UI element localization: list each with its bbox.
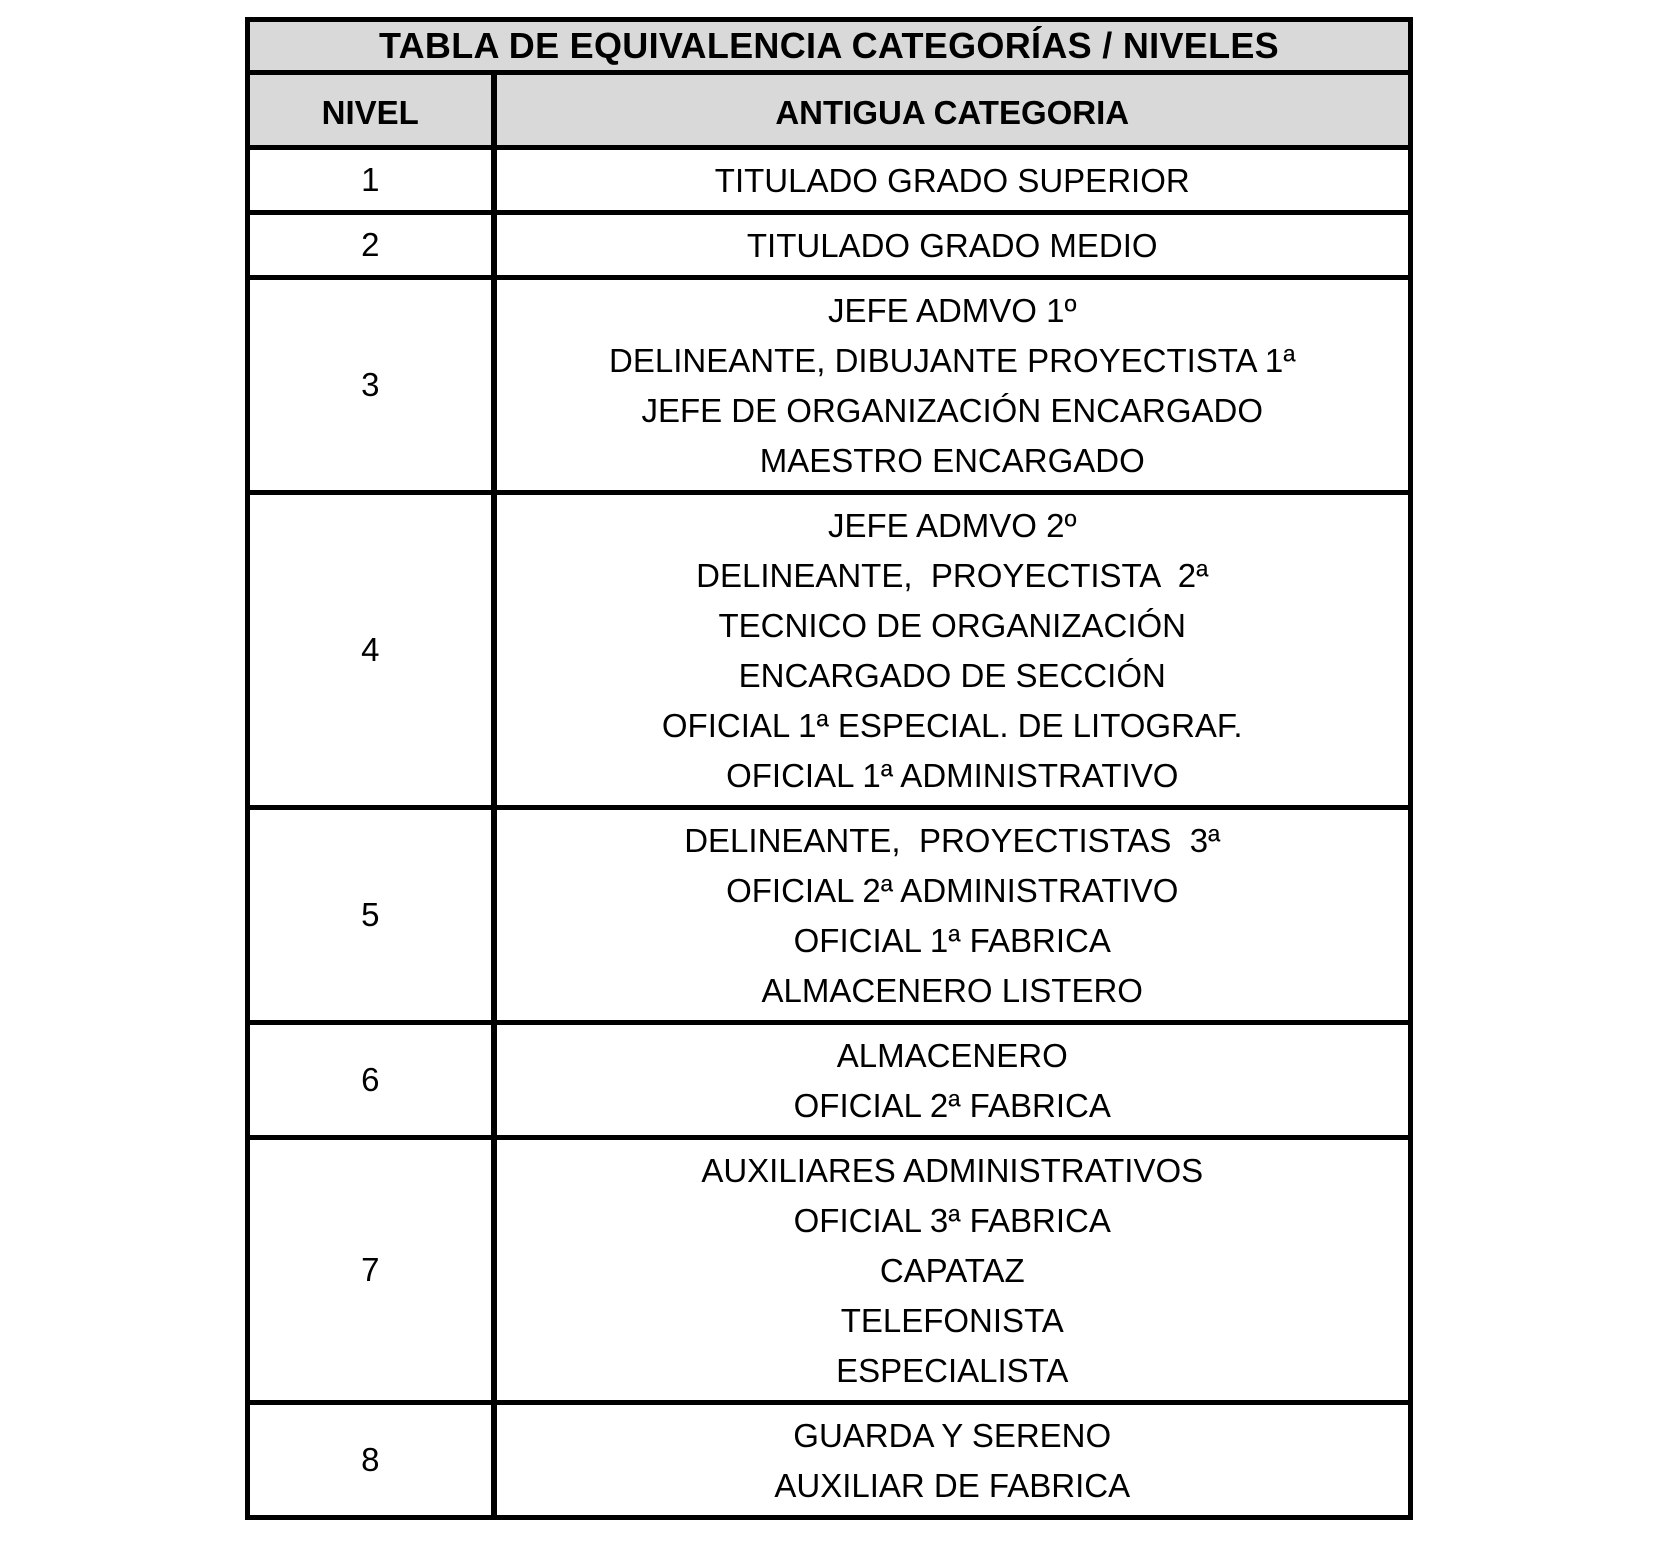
category-line: JEFE ADMVO 1º — [827, 292, 1077, 329]
category-line: TELEFONISTA — [840, 1302, 1064, 1339]
table-header-row — [248, 73, 1411, 148]
category-line: ALMACENERO — [836, 1037, 1068, 1074]
category-line: DELINEANTE, PROYECTISTAS 3ª — [684, 822, 1221, 859]
category-cell — [494, 1138, 1411, 1403]
category-cell — [494, 808, 1411, 1023]
category-line: OFICIAL 2ª FABRICA — [793, 1087, 1111, 1124]
category-line: DELINEANTE, PROYECTISTA 2ª — [696, 557, 1209, 594]
category-line: JEFE ADMVO 2º — [827, 507, 1077, 544]
equivalence-table — [245, 17, 1413, 1520]
header-category: ANTIGUA CATEGORIA — [494, 73, 1411, 148]
level-cell: 5 — [248, 808, 494, 1023]
level-cell: 6 — [248, 1023, 494, 1138]
table-body — [248, 148, 1411, 1518]
category-line: AUXILIARES ADMINISTRATIVOS — [701, 1152, 1204, 1189]
category-line: MAESTRO ENCARGADO — [759, 442, 1145, 479]
category-line: ENCARGADO DE SECCIÓN — [738, 657, 1166, 694]
category-line: AUXILIAR DE FABRICA — [774, 1467, 1131, 1504]
level-cell: 8 — [248, 1403, 494, 1518]
table-row — [248, 1403, 1411, 1518]
category-line: DELINEANTE, DIBUJANTE PROYECTISTA 1ª — [609, 342, 1296, 379]
category-line: TITULADO GRADO SUPERIOR — [714, 162, 1190, 199]
category-cell — [494, 493, 1411, 808]
category-line: OFICIAL 1ª ESPECIAL. DE LITOGRAF. — [661, 707, 1243, 744]
category-line: OFICIAL 1ª FABRICA — [793, 922, 1111, 959]
table-row — [248, 493, 1411, 808]
table-title: TABLA DE EQUIVALENCIA CATEGORÍAS / NIVELES — [248, 20, 1411, 73]
table-row — [248, 808, 1411, 1023]
level-cell: 3 — [248, 278, 494, 493]
category-cell — [494, 1023, 1411, 1138]
table-row — [248, 278, 1411, 493]
level-cell: 7 — [248, 1138, 494, 1403]
category-line: ALMACENERO LISTERO — [761, 972, 1143, 1009]
category-line: CAPATAZ — [879, 1252, 1025, 1289]
table-row — [248, 1023, 1411, 1138]
equivalence-table-container — [245, 17, 1413, 1520]
category-line: TITULADO GRADO MEDIO — [746, 227, 1158, 264]
category-cell — [494, 1403, 1411, 1518]
level-cell: 1 — [248, 148, 494, 213]
category-line: OFICIAL 2ª ADMINISTRATIVO — [726, 872, 1179, 909]
category-line: GUARDA Y SERENO — [793, 1417, 1112, 1454]
table-row — [248, 213, 1411, 278]
table-title-row — [248, 20, 1411, 73]
category-cell — [494, 213, 1411, 278]
level-cell: 2 — [248, 213, 494, 278]
category-line: OFICIAL 1ª ADMINISTRATIVO — [726, 757, 1179, 794]
category-line: ESPECIALISTA — [836, 1352, 1069, 1389]
category-cell — [494, 278, 1411, 493]
category-line: OFICIAL 3ª FABRICA — [793, 1202, 1111, 1239]
category-line: TECNICO DE ORGANIZACIÓN — [718, 607, 1187, 644]
level-cell: 4 — [248, 493, 494, 808]
header-level: NIVEL — [248, 73, 494, 148]
table-row — [248, 148, 1411, 213]
category-cell — [494, 148, 1411, 213]
category-line: JEFE DE ORGANIZACIÓN ENCARGADO — [641, 392, 1264, 429]
table-row — [248, 1138, 1411, 1403]
